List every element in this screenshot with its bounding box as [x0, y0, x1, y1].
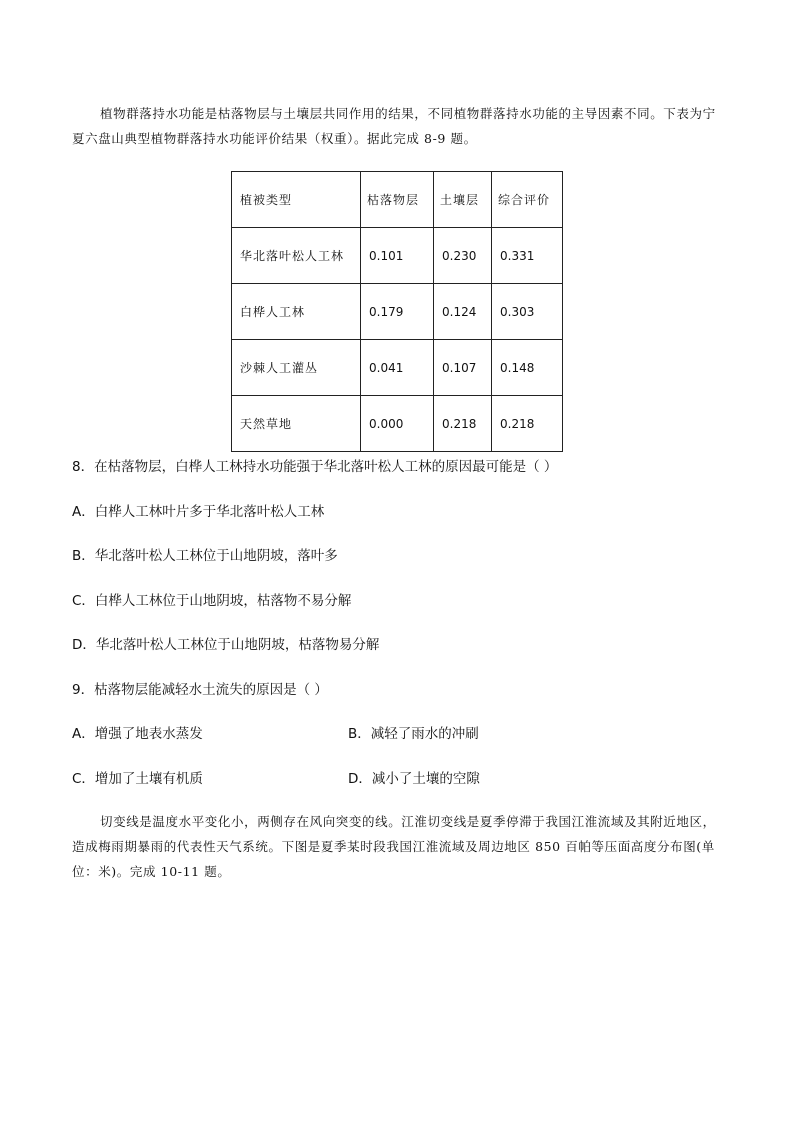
question-9-stem: 9．枯落物层能减轻水土流失的原因是（ ） [72, 682, 328, 698]
table-header-row [232, 172, 563, 228]
table-row [232, 284, 563, 340]
header-overall: 综合评价 [492, 172, 563, 228]
table-row [232, 340, 563, 396]
question-8-option-c[interactable]: C．白桦人工林位于山地阴坡，枯落物不易分解 [72, 593, 352, 609]
cell-overall: 0.218 [492, 396, 563, 452]
cell-soil: 0.218 [434, 396, 492, 452]
header-litter-layer: 枯落物层 [361, 172, 434, 228]
question-9-option-c[interactable]: C．增加了土壤有机质 [72, 771, 203, 787]
table-row [232, 396, 563, 452]
question-9-option-a[interactable]: A．增强了地表水蒸发 [72, 726, 203, 742]
cell-overall: 0.148 [492, 340, 563, 396]
cell-soil: 0.107 [434, 340, 492, 396]
header-soil-layer: 土壤层 [434, 172, 492, 228]
header-vegetation-type: 植被类型 [232, 172, 361, 228]
question-9-option-d[interactable]: D．减小了土壤的空隙 [348, 771, 480, 787]
question-9-option-b[interactable]: B．减轻了雨水的冲刷 [348, 726, 479, 742]
cell-type: 天然草地 [232, 396, 361, 452]
table-row [232, 228, 563, 284]
question-8-option-b[interactable]: B．华北落叶松人工林位于山地阴坡，落叶多 [72, 548, 338, 564]
cell-overall: 0.303 [492, 284, 563, 340]
cell-overall: 0.331 [492, 228, 563, 284]
question-8-stem: 8．在枯落物层，白桦人工林持水功能强于华北落叶松人工林的原因最可能是（ ） [72, 459, 558, 475]
cell-soil: 0.230 [434, 228, 492, 284]
intro-paragraph-10-11: 切变线是温度水平变化小，两侧存在风向突变的线。江淮切变线是夏季停滞于我国江淮流域及其附近地区，造成梅雨期暴雨的代表性天气系统。下图是夏季某时段我国江淮流域及周边地区 850 百帕等压面高度分布图(单位：米)。完成 10-11 题。 [72, 814, 716, 879]
question-8-option-a[interactable]: A．白桦人工林叶片多于华北落叶松人工林 [72, 504, 325, 520]
intro-paragraph-8-9: 植物群落持水功能是枯落物层与土壤层共同作用的结果，不同植物群落持水功能的主导因素不同。下表为宁夏六盘山典型植物群落持水功能评价结果（权重）。据此完成 8-9 题。 [72, 106, 716, 146]
cell-type: 华北落叶松人工林 [232, 228, 361, 284]
cell-litter: 0.101 [361, 228, 434, 284]
cell-litter: 0.000 [361, 396, 434, 452]
question-8-option-d[interactable]: D．华北落叶松人工林位于山地阴坡，枯落物易分解 [72, 637, 380, 653]
vegetation-water-table [231, 171, 563, 452]
cell-type: 白桦人工林 [232, 284, 361, 340]
cell-litter: 0.041 [361, 340, 434, 396]
cell-type: 沙棘人工灌丛 [232, 340, 361, 396]
cell-soil: 0.124 [434, 284, 492, 340]
cell-litter: 0.179 [361, 284, 434, 340]
